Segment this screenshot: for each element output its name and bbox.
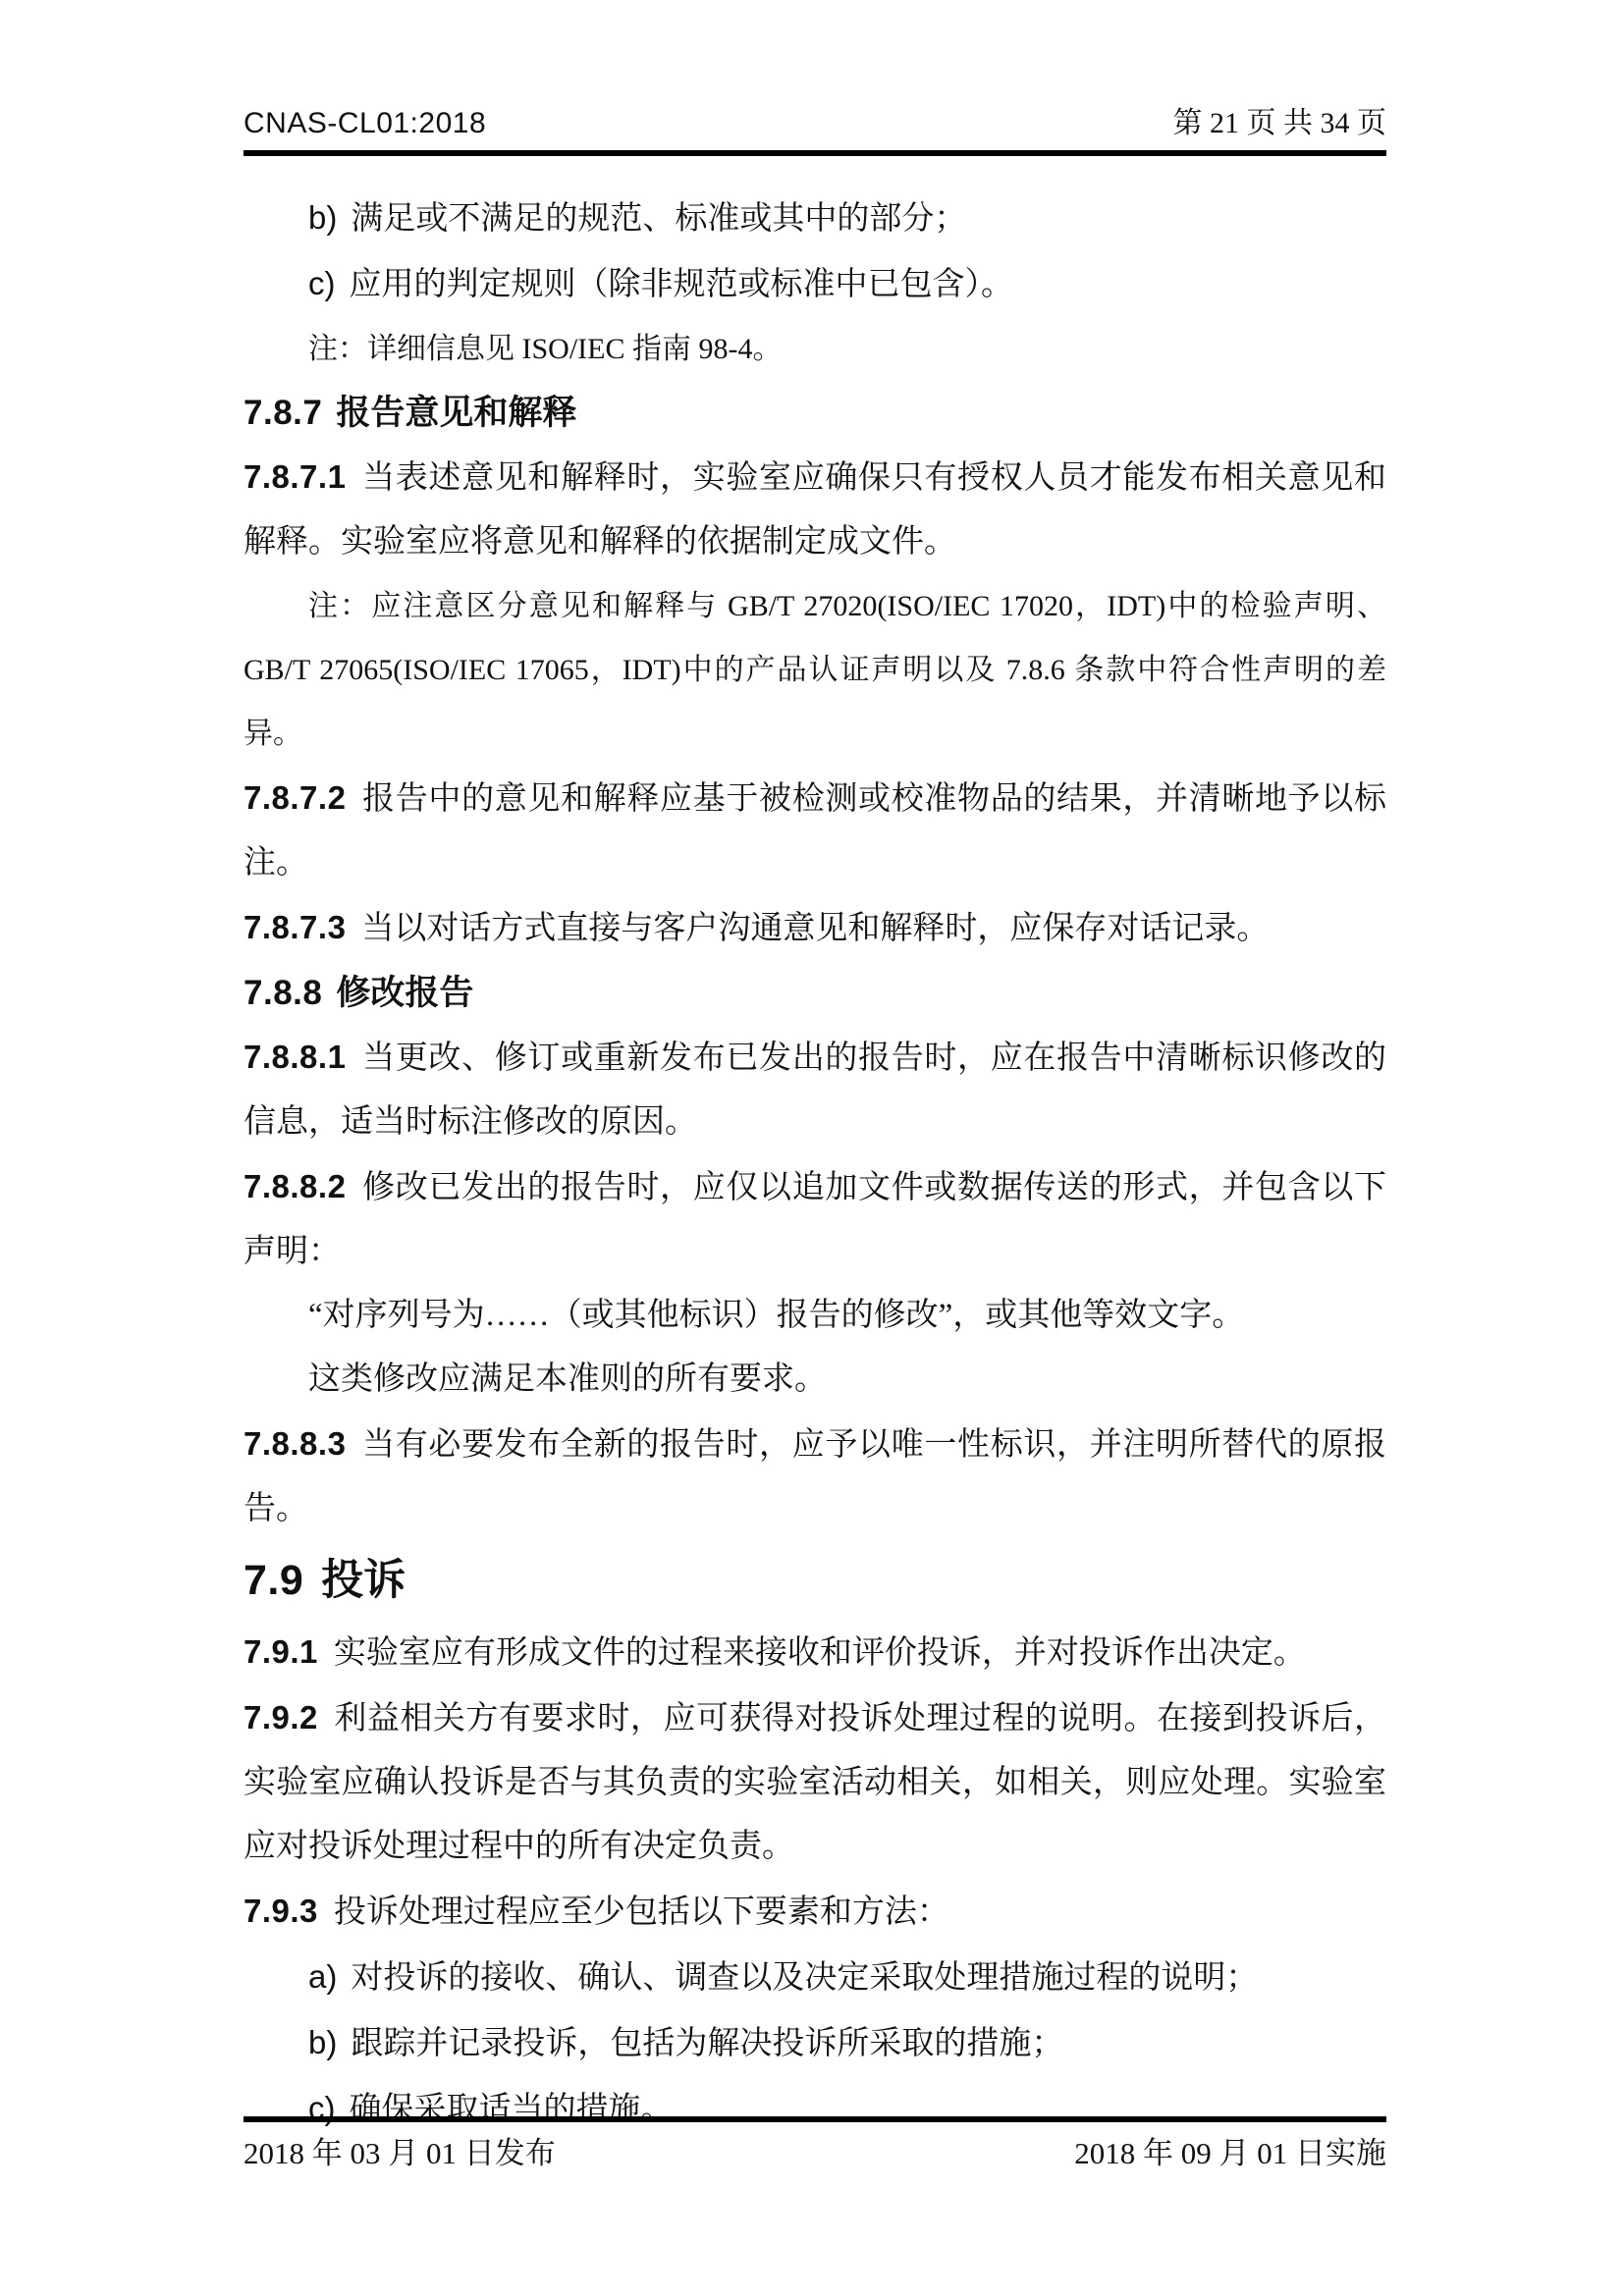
note-iso-guide: 注：详细信息见 ISO/IEC 指南 98-4。 xyxy=(308,333,783,365)
clause-number: 7.8.7.3 xyxy=(244,909,347,945)
clause-text: 修改已发出的报告时，应仅以追加文件或数据传送的形式，并包含以下声明： xyxy=(244,1170,1386,1269)
heading-number: 7.8.7 xyxy=(244,394,323,432)
list-marker: b) xyxy=(308,199,338,236)
clause-text: 当有必要发布全新的报告时，应予以唯一性标识，并注明所替代的原报告。 xyxy=(244,1427,1386,1526)
clause-number: 7.9.3 xyxy=(244,1893,318,1929)
page-header xyxy=(244,106,1386,156)
clause-number: 7.8.8.1 xyxy=(244,1039,347,1075)
list-marker: c) xyxy=(308,2090,336,2126)
clause-number: 7.8.8.3 xyxy=(244,1425,347,1462)
publish-date: 2018 年 03 月 01 日发布 xyxy=(244,2136,556,2170)
heading-7-8-7 xyxy=(244,381,1386,445)
list-text: 满足或不满足的规范、标准或其中的部分； xyxy=(351,201,967,237)
clause-number: 7.9.2 xyxy=(244,1699,318,1735)
list-text: 对投诉的接收、确认、调查以及决定采取处理措施过程的说明； xyxy=(351,1960,1259,1996)
page-number-info: 第 21 页 共 34 页 xyxy=(1172,107,1386,139)
clause-number: 7.8.7.2 xyxy=(244,779,347,816)
heading-number: 7.9 xyxy=(244,1557,304,1604)
heading-number: 7.8.8 xyxy=(244,974,323,1012)
clause-number: 7.9.1 xyxy=(244,1633,318,1670)
page-body xyxy=(244,186,1386,2142)
implement-date: 2018 年 09 月 01 日实施 xyxy=(1074,2136,1386,2170)
heading-7-8-8 xyxy=(244,961,1386,1025)
clause-text: 当表述意见和解释时，实验室应确保只有授权人员才能发布相关意见和解释。实验室应将意见和解释的依据制定成文件。 xyxy=(244,460,1386,560)
clause-text: 投诉处理过程应至少包括以下要素和方法： xyxy=(333,1895,949,1930)
clause-7-8-8-3 xyxy=(244,1412,1386,1541)
note-gbt-distinction: 注：应注意区分意见和解释与 GB/T 27020(ISO/IEC 17020，IDT)中的检验声明、GB/T 27065(ISO/IEC 17065，IDT)中的产品认证声明以及 7.8.6 条款中符合性声明的差异。 xyxy=(244,590,1386,750)
clause-text: 报告中的意见和解释应基于被检测或校准物品的结果，并清晰地予以标注。 xyxy=(244,781,1386,881)
clause-7-8-8-1 xyxy=(244,1025,1386,1154)
list-item-c1 xyxy=(244,251,1386,317)
page-footer xyxy=(244,2116,1386,2172)
clause-text: 实验室应有形成文件的过程来接收和评价投诉，并对投诉作出决定。 xyxy=(333,1635,1306,1671)
quote-statement: “对序列号为……（或其他标识）报告的修改”，或其他等效文字。 xyxy=(308,1298,1245,1333)
clause-7-8-7-2 xyxy=(244,766,1386,895)
clause-7-9-3 xyxy=(244,1879,1386,1945)
clause-number: 7.8.7.1 xyxy=(244,458,347,495)
clause-7-8-8-2 xyxy=(244,1154,1386,1284)
clause-7-9-2 xyxy=(244,1685,1386,1879)
list-marker: c) xyxy=(308,265,336,301)
list-marker: b) xyxy=(308,2024,338,2060)
list-item-b1 xyxy=(244,186,1386,251)
clause-text: 利益相关方有要求时，应可获得对投诉处理过程的说明。在接到投诉后，实验室应确认投诉是否与其负责的实验室活动相关，如相关，则应处理。实验室应对投诉处理过程中的所有决定负责。 xyxy=(244,1701,1386,1864)
list-item-b2 xyxy=(244,2010,1386,2076)
heading-7-9 xyxy=(244,1543,1386,1618)
clause-7-8-7-3 xyxy=(244,895,1386,961)
clause-text: 当以对话方式直接与客户沟通意见和解释时，应保存对话记录。 xyxy=(361,911,1270,946)
heading-title: 修改报告 xyxy=(336,974,474,1012)
clause-number: 7.8.8.2 xyxy=(244,1168,347,1204)
clause-7-9-1 xyxy=(244,1620,1386,1685)
list-text: 跟踪并记录投诉，包括为解决投诉所采取的措施； xyxy=(351,2026,1064,2061)
document-code: CNAS-CL01:2018 xyxy=(244,107,487,139)
list-text: 应用的判定规则（除非规范或标准中已包含）。 xyxy=(349,267,1013,302)
clause-7-8-7-1 xyxy=(244,445,1386,574)
heading-title: 报告意见和解释 xyxy=(336,394,577,432)
clause-text: 当更改、修订或重新发布已发出的报告时，应在报告中清晰标识修改的信息，适当时标注修改的原因。 xyxy=(244,1041,1386,1140)
list-text: 确保采取适当的措施。 xyxy=(349,2092,674,2127)
quote-requirement: 这类修改应满足本准则的所有要求。 xyxy=(308,1362,827,1397)
list-marker: a) xyxy=(308,1958,338,1995)
list-item-a2 xyxy=(244,1945,1386,2010)
heading-title: 投诉 xyxy=(321,1557,406,1604)
